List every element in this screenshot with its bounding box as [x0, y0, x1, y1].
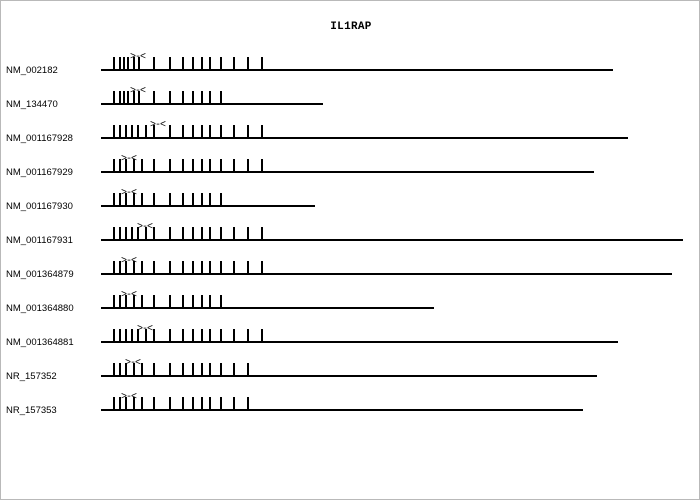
strand-direction-arrow-icon: >-< [137, 324, 153, 335]
exon-marker [119, 227, 121, 241]
transcript-backbone-line [101, 69, 613, 71]
exon-marker [220, 363, 222, 377]
exon-marker [261, 329, 263, 343]
exon-marker [125, 329, 127, 343]
exon-marker [141, 363, 143, 377]
exon-marker [220, 227, 222, 241]
exon-marker [125, 227, 127, 241]
exon-marker [247, 57, 249, 71]
exon-marker [192, 363, 194, 377]
exon-marker [247, 261, 249, 275]
exon-marker [209, 125, 211, 139]
transcript-label: NR_157352 [6, 371, 57, 382]
transcript-backbone-line [101, 239, 683, 241]
transcript-label: NM_001167930 [6, 201, 73, 212]
exon-marker [169, 91, 171, 105]
exon-marker [201, 397, 203, 411]
exon-marker [169, 57, 171, 71]
transcript-track[interactable] [1, 351, 700, 385]
exon-marker [131, 329, 133, 343]
exon-marker [201, 227, 203, 241]
exon-marker [209, 193, 211, 207]
strand-direction-arrow-icon: >-< [121, 188, 137, 199]
transcript-backbone-line [101, 171, 594, 173]
exon-marker [220, 295, 222, 309]
transcript-track[interactable] [1, 79, 700, 113]
exon-marker [247, 397, 249, 411]
exon-marker [201, 329, 203, 343]
exon-marker [141, 193, 143, 207]
transcript-track[interactable] [1, 215, 700, 249]
exon-marker [192, 227, 194, 241]
exon-marker [119, 57, 121, 71]
exon-marker [169, 397, 171, 411]
exon-marker [119, 125, 121, 139]
exon-marker [169, 159, 171, 173]
exon-marker [233, 363, 235, 377]
exon-marker [182, 261, 184, 275]
exon-marker [182, 57, 184, 71]
exon-marker [182, 125, 184, 139]
exon-marker [182, 159, 184, 173]
transcript-label: NR_157353 [6, 405, 57, 416]
exon-marker [123, 57, 125, 71]
transcript-backbone-line [101, 273, 672, 275]
exon-marker [153, 261, 155, 275]
strand-direction-arrow-icon: >-< [137, 222, 153, 233]
exon-marker [209, 295, 211, 309]
transcript-track[interactable] [1, 147, 700, 181]
exon-marker [141, 397, 143, 411]
exon-marker [182, 397, 184, 411]
exon-marker [192, 125, 194, 139]
exon-marker [182, 295, 184, 309]
exon-marker [233, 261, 235, 275]
exon-marker [113, 295, 115, 309]
exon-marker [209, 329, 211, 343]
exon-marker [169, 329, 171, 343]
exon-marker [169, 125, 171, 139]
exon-marker [209, 363, 211, 377]
exon-marker [209, 227, 211, 241]
transcript-label: NM_001167931 [6, 235, 73, 246]
exon-marker [153, 363, 155, 377]
transcript-label: NM_001364880 [6, 303, 74, 314]
exon-marker [220, 57, 222, 71]
exon-marker [153, 57, 155, 71]
exon-marker [141, 295, 143, 309]
exon-marker [131, 125, 133, 139]
exon-marker [233, 329, 235, 343]
exon-marker [261, 57, 263, 71]
exon-marker [220, 159, 222, 173]
transcript-label: NM_001364879 [6, 269, 74, 280]
exon-marker [113, 329, 115, 343]
exon-marker [119, 363, 121, 377]
transcript-label: NM_134470 [6, 99, 58, 110]
exon-marker [137, 125, 139, 139]
exon-marker [220, 329, 222, 343]
strand-direction-arrow-icon: >-< [121, 392, 137, 403]
exon-marker [113, 397, 115, 411]
exon-marker [153, 159, 155, 173]
transcript-backbone-line [101, 409, 583, 411]
strand-direction-arrow-icon: >-< [125, 358, 141, 369]
exon-marker [201, 295, 203, 309]
exon-marker [153, 227, 155, 241]
exon-marker [169, 227, 171, 241]
exon-marker [233, 125, 235, 139]
exon-marker [201, 363, 203, 377]
exon-marker [169, 295, 171, 309]
exon-marker [113, 91, 115, 105]
exon-marker [209, 57, 211, 71]
exon-marker [209, 261, 211, 275]
transcript-label: NM_001167929 [6, 167, 73, 178]
transcript-backbone-line [101, 307, 434, 309]
exon-marker [182, 193, 184, 207]
transcript-backbone-line [101, 137, 628, 139]
strand-direction-arrow-icon: >-< [150, 120, 166, 131]
exon-marker [169, 193, 171, 207]
exon-marker [192, 329, 194, 343]
strand-direction-arrow-icon: >-< [121, 154, 137, 165]
transcript-label: NM_001364881 [6, 337, 74, 348]
exon-marker [119, 91, 121, 105]
strand-direction-arrow-icon: >-< [130, 52, 146, 63]
transcript-backbone-line [101, 341, 618, 343]
exon-marker [192, 295, 194, 309]
exon-marker [182, 227, 184, 241]
exon-marker [261, 261, 263, 275]
exon-marker [141, 159, 143, 173]
exon-marker [247, 125, 249, 139]
exon-marker [153, 397, 155, 411]
exon-marker [192, 159, 194, 173]
exon-marker [131, 227, 133, 241]
exon-marker [113, 193, 115, 207]
exon-marker [261, 227, 263, 241]
exon-marker [153, 193, 155, 207]
exon-marker [182, 91, 184, 105]
transcript-track[interactable] [1, 283, 700, 317]
exon-marker [119, 329, 121, 343]
exon-marker [233, 397, 235, 411]
exon-marker [123, 91, 125, 105]
transcript-label: NM_001167928 [6, 133, 73, 144]
transcript-track[interactable] [1, 45, 700, 79]
exon-marker [220, 193, 222, 207]
exon-marker [220, 261, 222, 275]
exon-marker [113, 363, 115, 377]
exon-marker [141, 261, 143, 275]
exon-marker [247, 227, 249, 241]
exon-marker [201, 91, 203, 105]
strand-direction-arrow-icon: >-< [130, 86, 146, 97]
page-title: IL1RAP [330, 21, 372, 33]
exon-marker [247, 329, 249, 343]
exon-marker [182, 329, 184, 343]
exon-marker [201, 57, 203, 71]
exon-marker [261, 125, 263, 139]
exon-marker [153, 329, 155, 343]
exon-marker [125, 125, 127, 139]
exon-marker [113, 125, 115, 139]
exon-marker [201, 193, 203, 207]
exon-marker [209, 159, 211, 173]
exon-marker [192, 91, 194, 105]
exon-marker [220, 125, 222, 139]
exon-marker [233, 159, 235, 173]
exon-marker [113, 227, 115, 241]
exon-marker [113, 261, 115, 275]
transcript-backbone-line [101, 375, 597, 377]
transcript-track[interactable] [1, 113, 700, 147]
exon-marker [169, 261, 171, 275]
exon-marker [113, 159, 115, 173]
exon-marker [113, 57, 115, 71]
exon-marker [220, 91, 222, 105]
exon-marker [220, 397, 222, 411]
exon-marker [127, 57, 129, 71]
exon-marker [153, 91, 155, 105]
exon-marker [192, 397, 194, 411]
exon-marker [192, 57, 194, 71]
transcript-track[interactable] [1, 181, 700, 215]
transcript-track[interactable] [1, 249, 700, 283]
exon-marker [247, 363, 249, 377]
exon-marker [153, 295, 155, 309]
exon-marker [127, 91, 129, 105]
exon-marker [209, 91, 211, 105]
exon-marker [233, 57, 235, 71]
exon-marker [169, 363, 171, 377]
exon-marker [233, 227, 235, 241]
exon-marker [201, 159, 203, 173]
exon-marker [192, 193, 194, 207]
exon-marker [145, 125, 147, 139]
transcript-label: NM_002182 [6, 65, 58, 76]
exon-marker [201, 261, 203, 275]
exon-marker [247, 159, 249, 173]
exon-marker [201, 125, 203, 139]
exon-marker [182, 363, 184, 377]
exon-marker [209, 397, 211, 411]
transcript-track[interactable] [1, 317, 700, 351]
exon-marker [261, 159, 263, 173]
transcript-track[interactable] [1, 385, 700, 419]
exon-marker [192, 261, 194, 275]
strand-direction-arrow-icon: >-< [121, 290, 137, 301]
strand-direction-arrow-icon: >-< [121, 256, 137, 267]
